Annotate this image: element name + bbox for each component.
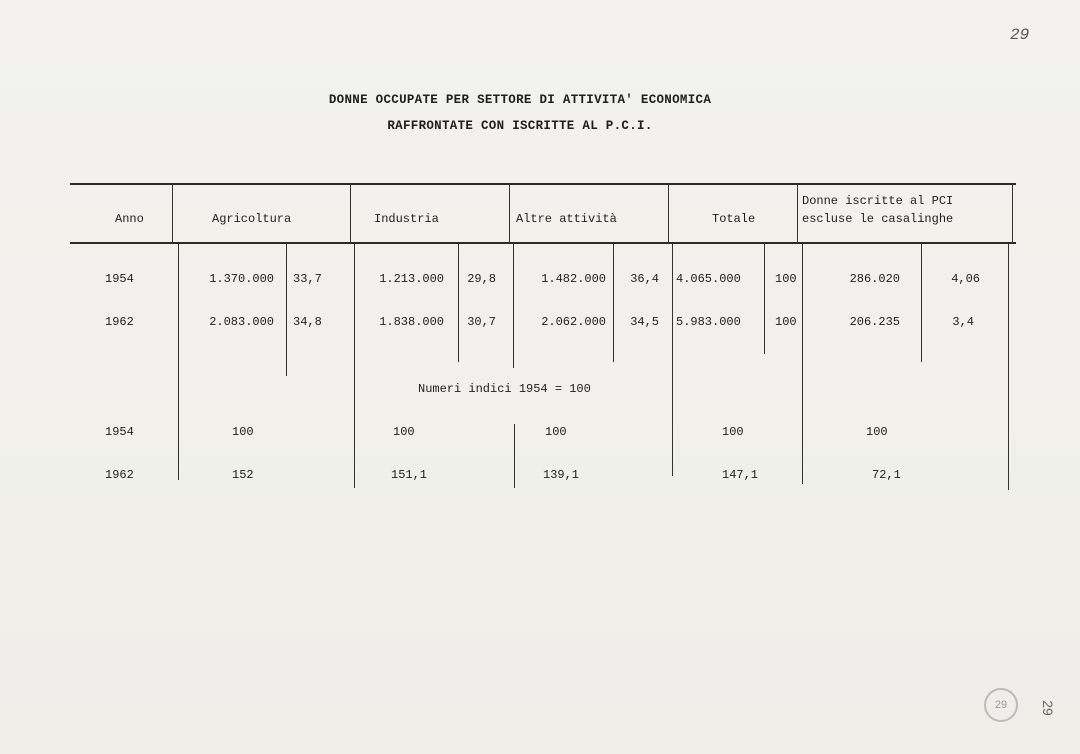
col-divider xyxy=(1012,184,1013,243)
cell-pci-pct: 4,06 xyxy=(951,272,980,286)
title-line-1: DONNE OCCUPATE PER SETTORE DI ATTIVITA' ECONOMICA xyxy=(328,93,712,107)
cell-pci: 286.020 xyxy=(849,272,900,286)
header-bottom-rule xyxy=(70,242,1016,244)
col-divider xyxy=(802,244,803,484)
cell-pci: 72,1 xyxy=(872,468,901,482)
header-donne-pci-2: escluse le casalinghe xyxy=(802,212,954,226)
col-divider xyxy=(668,184,669,243)
col-divider xyxy=(350,184,351,243)
col-divider xyxy=(354,244,355,488)
col-divider xyxy=(513,244,514,368)
cell-agricoltura: 1.370.000 xyxy=(209,272,274,286)
col-divider xyxy=(1008,244,1009,490)
side-page-mark: 29 xyxy=(1039,700,1056,716)
header-donne-pci-1: Donne iscritte al PCI xyxy=(802,194,954,208)
cell-altre: 100 xyxy=(545,425,567,439)
archive-stamp-icon: 29 xyxy=(984,688,1018,722)
cell-industria-pct: 29,8 xyxy=(467,272,496,286)
title-line-2: RAFFRONTATE CON ISCRITTE AL P.C.I. xyxy=(387,119,653,133)
col-divider xyxy=(509,184,510,243)
cell-agricoltura: 152 xyxy=(232,468,254,482)
cell-altre-pct: 36,4 xyxy=(630,272,659,286)
col-divider xyxy=(797,184,798,243)
cell-pci: 206.235 xyxy=(849,315,900,329)
cell-agricoltura: 2.083.000 xyxy=(209,315,274,329)
cell-altre-pct: 34,5 xyxy=(630,315,659,329)
cell-altre: 139,1 xyxy=(543,468,580,482)
cell-anno: 1962 xyxy=(105,315,134,329)
header-industria: Industria xyxy=(374,212,439,226)
cell-anno: 1954 xyxy=(105,272,134,286)
cell-anno: 1962 xyxy=(105,468,134,482)
cell-pci-pct: 3,4 xyxy=(952,315,974,329)
table-top-rule xyxy=(70,183,1016,185)
col-divider xyxy=(672,244,673,476)
cell-industria: 100 xyxy=(393,425,415,439)
cell-totale: 4.065.000 xyxy=(676,272,741,286)
col-divider xyxy=(172,184,173,243)
index-heading: Numeri indici 1954 = 100 xyxy=(418,382,591,396)
header-altre-attivita: Altre attività xyxy=(516,212,617,226)
cell-anno: 1954 xyxy=(105,425,134,439)
cell-industria-pct: 30,7 xyxy=(467,315,496,329)
col-divider xyxy=(178,244,179,480)
cell-totale: 100 xyxy=(722,425,744,439)
header-totale: Totale xyxy=(712,212,756,226)
cell-totale: 147,1 xyxy=(722,468,759,482)
col-divider xyxy=(286,244,287,376)
cell-totale-pct: 100 xyxy=(775,272,797,286)
cell-industria: 1.838.000 xyxy=(379,315,444,329)
col-divider xyxy=(613,244,614,362)
header-agricoltura: Agricoltura xyxy=(212,212,292,226)
cell-industria: 151,1 xyxy=(391,468,428,482)
cell-agricoltura-pct: 34,8 xyxy=(293,315,322,329)
cell-pci: 100 xyxy=(866,425,888,439)
cell-industria: 1.213.000 xyxy=(379,272,444,286)
cell-altre: 1.482.000 xyxy=(541,272,606,286)
punch-marks xyxy=(90,12,1010,18)
cell-totale-pct: 100 xyxy=(775,315,797,329)
cell-agricoltura-pct: 33,7 xyxy=(293,272,322,286)
page-number: 29 xyxy=(1010,26,1030,44)
cell-agricoltura: 100 xyxy=(232,425,254,439)
col-divider xyxy=(458,244,459,362)
col-divider xyxy=(764,244,765,354)
col-divider xyxy=(921,244,922,362)
col-divider xyxy=(514,424,515,488)
cell-altre: 2.062.000 xyxy=(541,315,606,329)
cell-totale: 5.983.000 xyxy=(676,315,741,329)
header-anno: Anno xyxy=(115,212,144,226)
